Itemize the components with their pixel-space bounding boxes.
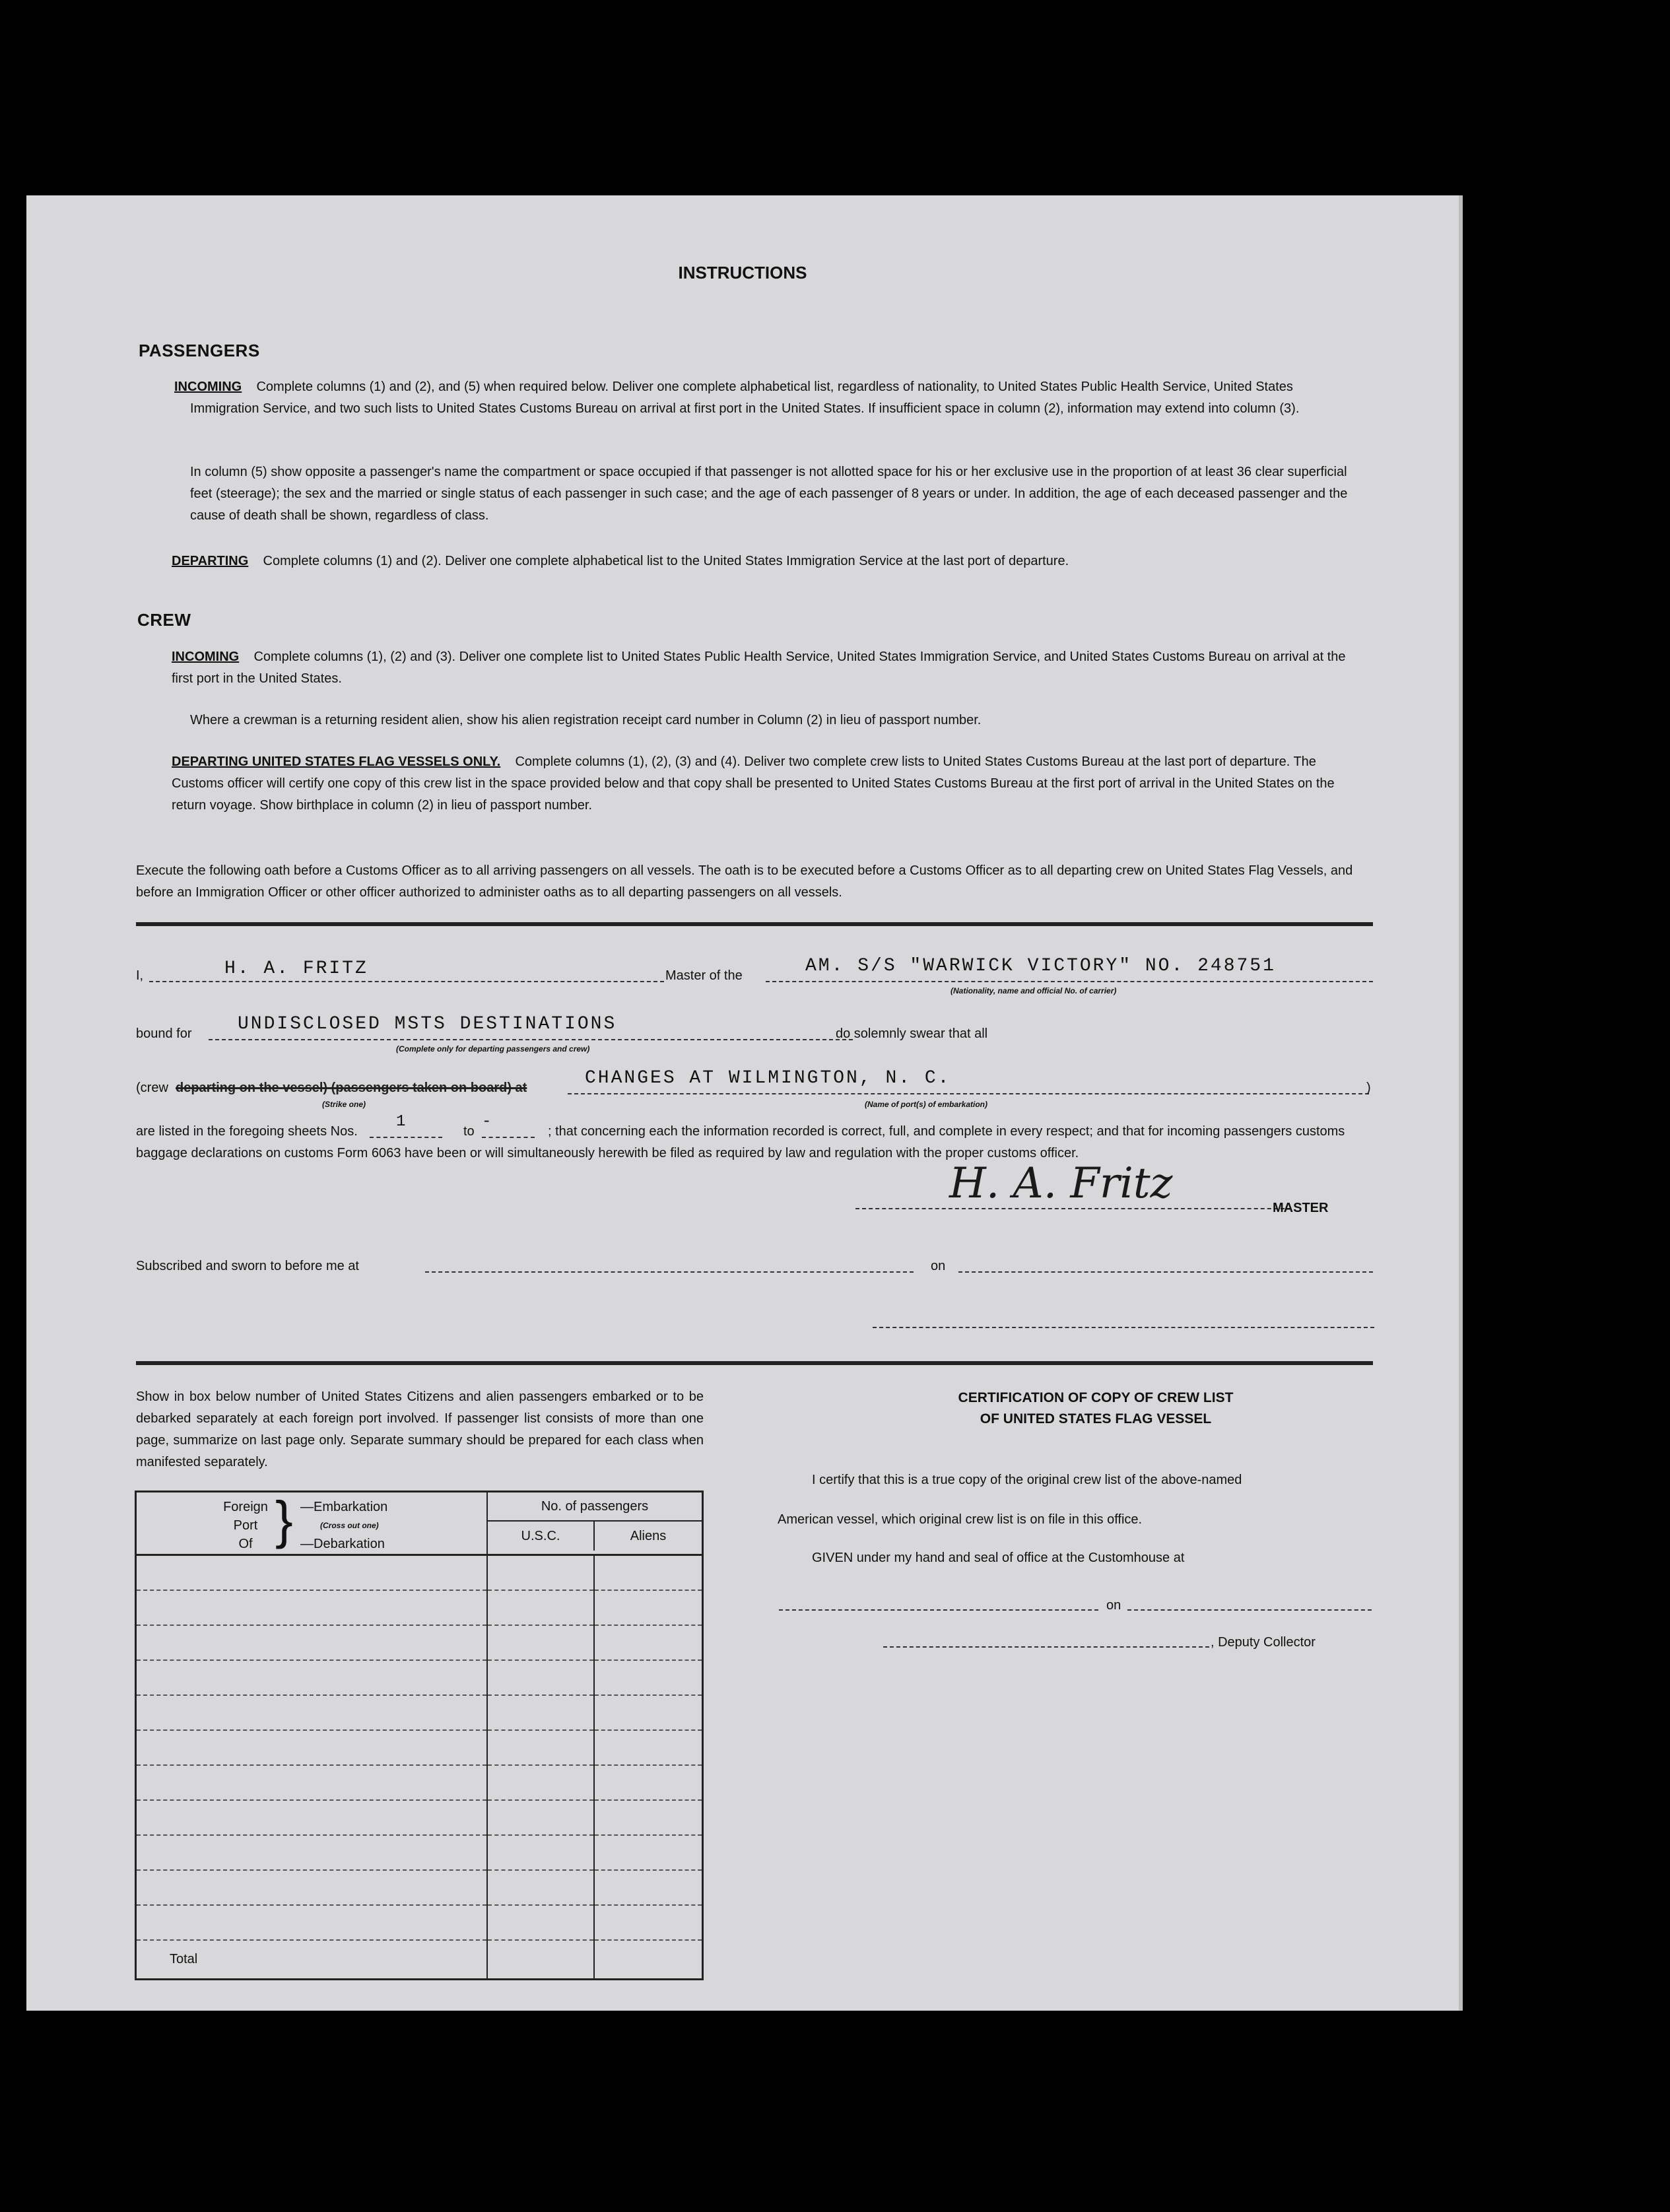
passengers-incoming-label: INCOMING (174, 380, 242, 394)
listed-rest: ; that concerning each the information recorded is correct, full, and complete in every respect; and that for incoming passengers customs baggage declarations on customs Form 6063 have been or will simultaneously herewith be filed as required by law and regulation with the proper customs officer. (136, 1124, 1345, 1160)
usc-cell[interactable] (487, 1590, 594, 1625)
passengers-departing-text: Complete columns (1) and (2). Deliver one complete alphabetical list to the United States Immigration Service at the last port of departure. (263, 554, 1069, 568)
foreign-port-header (136, 1492, 488, 1555)
struck-text: departing on the vessel) (passengers taken on board) at (176, 1081, 527, 1095)
passengers-incoming-text: Complete columns (1) and (2), and (5) when required below. Deliver one complete alphabetical list, regardless of nationality, to United States Public Health Service, United States Immigration Service, and two such lists to United States Customs Bureau on arrival at first port in the United States. If insufficient space in column (2), information may extend into column (3). (190, 380, 1300, 416)
customhouse-line[interactable] (779, 1609, 1098, 1611)
aliens-cell[interactable] (594, 1695, 703, 1730)
port-note: (Name of port(s) of embarkation) (865, 1100, 988, 1109)
crew-open-label: (crew (136, 1081, 168, 1095)
of-label: Of (238, 1537, 253, 1551)
deputy-signature-line[interactable] (883, 1646, 1209, 1648)
aliens-cell[interactable] (594, 1870, 703, 1905)
foreign-label: Foreign (223, 1500, 268, 1514)
passengers-departing-paragraph (172, 551, 1353, 572)
total-row-label (136, 1940, 488, 1979)
aliens-cell[interactable] (594, 1660, 703, 1695)
certification-date-line[interactable] (1127, 1609, 1372, 1611)
sworn-place-line[interactable] (425, 1271, 914, 1273)
total-label: Total (170, 1952, 198, 1967)
aliens-cell[interactable] (594, 1835, 703, 1870)
to-label: to (463, 1124, 475, 1139)
divider-top (136, 922, 1373, 926)
port-cell[interactable] (136, 1590, 488, 1625)
port-label: Port (233, 1518, 258, 1533)
close-paren: ) (1366, 1081, 1371, 1095)
master-label: MASTER (1273, 1201, 1329, 1215)
usc-cell[interactable] (487, 1730, 594, 1765)
sworn-officer-line[interactable] (873, 1327, 1374, 1328)
i-label: I, (136, 968, 144, 983)
usc-cell[interactable] (487, 1555, 594, 1591)
destination-line (209, 1039, 853, 1040)
aliens-label: Aliens (630, 1529, 667, 1543)
crew-incoming-text: Complete columns (1), (2) and (3). Deliver one complete list to United States Public Health Service, United States Immigration Service, and United States Customs Bureau on arrival at the first port in the United States. (172, 650, 1346, 686)
master-signature: H. A. Fritz (949, 1159, 1173, 1208)
deputy-collector-label: , Deputy Collector (1211, 1635, 1316, 1650)
cross-out-note: (Cross out one) (320, 1521, 379, 1530)
passengers-incoming-paragraph (174, 376, 1357, 420)
master-name-line (149, 981, 664, 982)
usc-cell[interactable] (487, 1905, 594, 1940)
sheet-from-field[interactable]: 1 (396, 1113, 408, 1131)
summary-instructions: Show in box below number of United States Citizens and alien passengers embarked or to be debarked separately at each foreign port involved. If passenger list consists of more than one page, summarize on last page only. Separate summary should be prepared for each class when manifested separately. (136, 1390, 704, 1469)
page-title: INSTRUCTIONS (678, 263, 807, 283)
strike-note: (Strike one) (322, 1100, 366, 1109)
crew-incoming-paragraph (172, 646, 1353, 690)
port-cell[interactable] (136, 1835, 488, 1870)
signature-line (855, 1208, 1291, 1209)
certification-line2: American vessel, which original crew list is on file in this office. (778, 1512, 1143, 1527)
usc-cell[interactable] (487, 1835, 594, 1870)
vessel-note: (Nationality, name and official No. of carrier) (951, 986, 1117, 995)
embarkation-label: —Embarkation (300, 1500, 388, 1514)
crew-departing-label: DEPARTING UNITED STATES FLAG VESSELS ONLY. (172, 754, 501, 769)
crew-heading: CREW (137, 610, 191, 630)
passenger-summary-table (135, 1491, 704, 1980)
aliens-cell[interactable] (594, 1905, 703, 1940)
certification-title-line1: CERTIFICATION OF COPY OF CREW LIST (958, 1390, 1234, 1405)
usc-cell[interactable] (487, 1660, 594, 1695)
master-name-field[interactable]: H. A. FRITZ (224, 958, 368, 979)
port-cell[interactable] (136, 1905, 488, 1940)
usc-cell[interactable] (487, 1870, 594, 1905)
master-of-label: Master of the (665, 968, 743, 983)
total-aliens-cell[interactable] (594, 1940, 703, 1979)
debarkation-label: —Debarkation (300, 1537, 385, 1551)
port-field[interactable]: CHANGES AT WILMINGTON, N. C. (585, 1068, 951, 1089)
port-cell[interactable] (136, 1555, 488, 1591)
port-cell[interactable] (136, 1730, 488, 1765)
passengers-departing-label: DEPARTING (172, 554, 249, 568)
certification-line1: I certify that this is a true copy of the original crew list of the above-named (812, 1473, 1242, 1487)
oath-intro: Execute the following oath before a Customs Officer as to all arriving passengers on all vessels. The oath is to be executed before a Customs Officer as to all departing crew on United States Flag Vessels, and before an Immigration Officer or other officer authorized to administer oaths as to all departing passengers on all vessels. (136, 863, 1353, 900)
aliens-cell[interactable] (594, 1765, 703, 1800)
crew-departing-text: Complete columns (1), (2), (3) and (4). Deliver two complete crew lists to United States Customs Bureau at the last port of departure. The Customs officer will certify one copy of this crew list in the space provided below and that copy shall be presented to United States Customs Bureau at the first port of arrival in the United States on the return voyage. Show birthplace in column (2) in lieu of passport number. (172, 754, 1335, 813)
crew-resident-paragraph: Where a crewman is a returning resident alien, show his alien registration receipt card number in Column (2) in lieu of passport number. (190, 713, 982, 727)
usc-cell[interactable] (487, 1695, 594, 1730)
total-usc-cell[interactable] (487, 1940, 594, 1979)
usc-cell[interactable] (487, 1765, 594, 1800)
subscribed-label: Subscribed and sworn to before me at (136, 1259, 359, 1273)
port-cell[interactable] (136, 1660, 488, 1695)
port-cell[interactable] (136, 1870, 488, 1905)
bound-for-label: bound for (136, 1026, 192, 1041)
port-line (568, 1093, 1369, 1094)
brace-icon: } (275, 1491, 293, 1549)
port-cell[interactable] (136, 1695, 488, 1730)
port-cell[interactable] (136, 1625, 488, 1660)
listed-label: are listed in the foregoing sheets Nos. (136, 1124, 358, 1139)
sworn-on-label: on (931, 1259, 946, 1273)
port-cell[interactable] (136, 1800, 488, 1835)
aliens-cell[interactable] (594, 1590, 703, 1625)
aliens-cell[interactable] (594, 1555, 703, 1591)
certification-on-label: on (1106, 1598, 1121, 1613)
column5-paragraph: In column (5) show opposite a passenger's name the compartment or space occupied if that passenger is not allotted space for his or her exclusive use in the proportion of at least 36 clear superficial feet (steerage); the sex and the married or single status of each passenger in such case; and the age of each passenger of 8 years or under. In addition, the age of each deceased passenger and the cause of death shall be shown, regardless of class. (190, 465, 1348, 523)
certification-title-line2: OF UNITED STATES FLAG VESSEL (980, 1411, 1212, 1426)
vessel-field[interactable]: AM. S/S "WARWICK VICTORY" NO. 248751 (805, 956, 1276, 976)
usc-cell[interactable] (487, 1800, 594, 1835)
port-cell[interactable] (136, 1765, 488, 1800)
passengers-heading: PASSENGERS (139, 341, 260, 360)
sworn-date-line[interactable] (958, 1271, 1373, 1273)
document-page (26, 195, 1459, 2011)
passengers-header (487, 1492, 703, 1555)
certification-line3: GIVEN under my hand and seal of office at the Customhouse at (812, 1551, 1185, 1565)
vessel-line (766, 981, 1373, 982)
usc-label: U.S.C. (488, 1522, 595, 1551)
aliens-cell[interactable] (594, 1730, 703, 1765)
aliens-cell[interactable] (594, 1625, 703, 1660)
crew-departing-paragraph (172, 751, 1353, 817)
usc-cell[interactable] (487, 1625, 594, 1660)
passengers-count-label: No. of passengers (488, 1492, 702, 1522)
sheet-to-field[interactable]: - (482, 1113, 494, 1131)
swear-label: do solemnly swear that all (836, 1026, 988, 1041)
divider-bottom (136, 1361, 1373, 1365)
aliens-cell[interactable] (594, 1800, 703, 1835)
crew-incoming-label: INCOMING (172, 650, 240, 664)
destination-field[interactable]: UNDISCLOSED MSTS DESTINATIONS (238, 1014, 617, 1034)
destination-note: (Complete only for departing passengers and crew) (396, 1044, 590, 1054)
certification-title (766, 1388, 1426, 1430)
